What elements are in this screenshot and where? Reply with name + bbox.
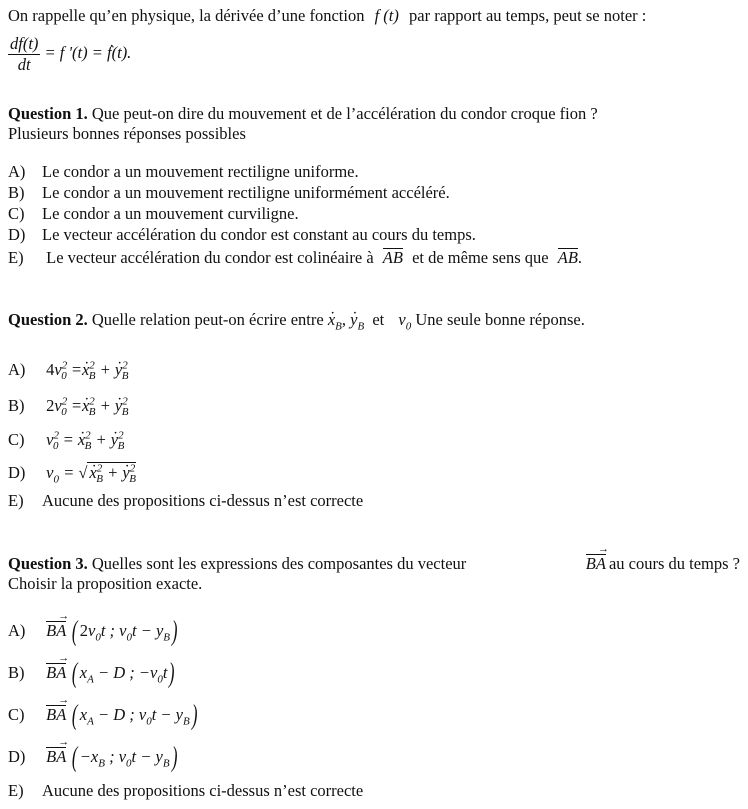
q2-vars: x $̇_B$, y $̇_B$	[328, 310, 364, 329]
q2-text: Quelle relation peut-on écrire entre	[91, 310, 324, 329]
option-letter: D)	[8, 225, 26, 244]
q2-option-d[interactable]	[8, 462, 136, 486]
option-letter: B)	[8, 183, 25, 202]
vector-ab: AB	[382, 248, 403, 267]
option-text: Aucune des propositions ci-dessus n’est correcte	[42, 491, 364, 510]
q1-option-b[interactable]	[8, 183, 450, 203]
option-formula: $2v^2_0 =x$ ̇$^2_B$ + y ̇$^2_B$	[46, 396, 128, 415]
q2-text-end: Une seule bonne réponse.	[415, 310, 585, 329]
q3-option-a[interactable]	[8, 616, 179, 648]
option-formula: $v_0$ = √ x ̇$^2_B$ + y ̇$^2_B$	[46, 463, 136, 482]
option-formula: BA → ( $2v_0t$ ; $v_0t - y_B$)	[46, 621, 179, 640]
fraction-numerator: df(t)	[10, 34, 39, 53]
option-letter: B)	[8, 396, 25, 415]
q3-option-c[interactable]	[8, 700, 199, 732]
q3-subtext: Choisir la proposition exacte.	[8, 574, 203, 593]
intro-function: f (t)	[374, 6, 399, 25]
q3-option-e[interactable]	[8, 781, 363, 801]
option-letter: D)	[8, 746, 26, 766]
q2-et: et	[372, 310, 385, 329]
q3-label: Question 3.	[8, 554, 88, 573]
option-text: Le condor a un mouvement curviligne.	[42, 204, 299, 223]
q3-text: Quelles sont les expressions des composantes du vecteur	[91, 554, 467, 573]
intro-text-end: par rapport au temps, peut se noter :	[409, 6, 647, 25]
q3-option-d[interactable]	[8, 742, 179, 774]
q3-title	[8, 554, 740, 574]
option-text: Aucune des propositions ci-dessus n’est correcte	[42, 781, 364, 800]
q1-option-a[interactable]	[8, 162, 359, 182]
option-text: Le vecteur accélération du condor est colinéaire à	[46, 248, 374, 267]
q1-label: Question 1.	[8, 104, 88, 123]
intro-line	[8, 6, 646, 26]
formula-rest: = f '(t) = f ̇(t).	[45, 43, 132, 62]
option-formula: $4v^2_0 =x$ ̇$^2_B$ + y ̇$^2_B$	[46, 360, 128, 379]
option-letter: E)	[8, 781, 24, 800]
option-letter: C)	[8, 204, 25, 223]
vector-ab: AB	[557, 248, 578, 267]
q1-title	[8, 104, 598, 124]
q2-option-b[interactable]	[8, 395, 129, 419]
option-formula: BA → ( $-x_B$ ; $v_0t - y_B$)	[46, 747, 179, 766]
option-text: et de même sens que	[412, 248, 549, 267]
q2-option-e[interactable]	[8, 491, 363, 511]
fraction	[8, 34, 40, 75]
q3-text-end: au cours du temps ?	[608, 554, 740, 573]
option-formula: BA → ( $x_A - D$ ; $v_0t - y_B$)	[46, 705, 199, 724]
q1-text: Que peut-on dire du mouvement et de l’accélération du condor croque fion ?	[91, 104, 598, 123]
option-letter: E)	[8, 248, 24, 267]
option-letter: A)	[8, 620, 26, 640]
period: .	[577, 248, 583, 267]
fraction-denominator: dt	[17, 55, 31, 74]
q3-option-b[interactable]	[8, 658, 177, 690]
vector-ba: BA →	[586, 554, 606, 574]
q1-option-c[interactable]	[8, 204, 299, 224]
q2-title	[8, 310, 585, 333]
q1-option-d[interactable]	[8, 225, 476, 245]
option-text: Le condor a un mouvement rectiligne uniforme.	[42, 162, 359, 181]
option-text: Le condor a un mouvement rectiligne uniformément accéléré.	[42, 183, 450, 202]
q1-subtext: Plusieurs bonnes réponses possibles	[8, 124, 246, 143]
option-formula: $v^2_0 = x$ ̇$^2_B$ + y ̇$^2_B$	[46, 430, 124, 449]
option-letter: A)	[8, 360, 26, 379]
derivative-formula	[8, 34, 131, 75]
intro-text: On rappelle qu’en physique, la dérivée d’une fonction	[8, 6, 365, 25]
option-letter: A)	[8, 162, 26, 181]
option-letter: D)	[8, 463, 26, 482]
q1-option-e[interactable]	[8, 248, 582, 268]
option-letter: C)	[8, 430, 25, 449]
option-letter: B)	[8, 662, 25, 682]
q2-option-c[interactable]	[8, 429, 125, 453]
option-formula: BA → ( $x_A - D$ ; $-v_0t$)	[46, 663, 177, 682]
option-letter: C)	[8, 704, 25, 724]
option-letter: E)	[8, 491, 24, 510]
q2-option-a[interactable]	[8, 359, 129, 383]
q2-v0: $v_0$	[398, 310, 412, 333]
q2-label: Question 2.	[8, 310, 88, 329]
option-text: Le vecteur accélération du condor est constant au cours du temps.	[42, 225, 476, 244]
